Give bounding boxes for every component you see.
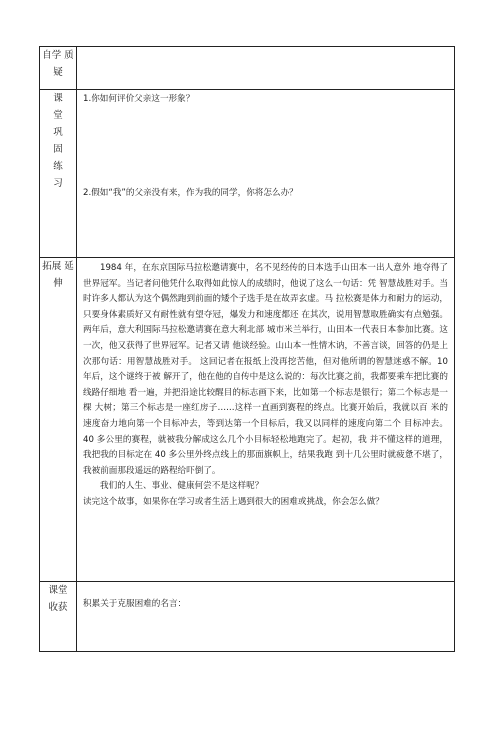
label-char: 固	[53, 144, 63, 155]
answer-space-1	[83, 108, 448, 186]
question-2: 2.假如“我”的父亲没有来，作为我的同学，你将怎么办？	[83, 187, 298, 198]
label-line: 收获	[48, 602, 68, 613]
closing-line: 我们的人生、事业、健康何尝不是这样呢？	[100, 481, 264, 492]
consolidation-content[interactable]	[77, 90, 455, 258]
extension-prompt: 读完这个故事，如果你在学习或者生活上遇到很大的困难或挑战，你会怎么做？	[83, 496, 384, 507]
self-study-label: 自学 质疑	[40, 47, 77, 90]
row-consolidation	[40, 90, 455, 258]
worksheet-table	[39, 46, 455, 652]
row-gains	[40, 582, 455, 652]
label-char: 课	[53, 93, 63, 104]
gains-prompt: 积累关于克服困难的名言：	[83, 599, 187, 609]
row-self-study	[40, 47, 455, 90]
extension-content[interactable]	[77, 258, 455, 582]
gains-label	[40, 582, 77, 652]
label-char: 巩	[53, 127, 63, 138]
question-1: 1.你如何评价父亲这一形象？	[83, 94, 195, 104]
label-line: 课堂	[48, 585, 68, 596]
consolidation-label	[40, 90, 77, 258]
story-paragraph: 1984 年，在东京国际马拉松邀请赛中，名不见经传的日本选手山田本一出人意外 地夺得了世界冠军。当记者问他凭什么取得如此惊人的成绩时，他说了这么一句话：凭 智慧战胜对手。当时许多人都认为这个偶然跑到前面的矮个子选手是在故弄玄虚。马 拉松赛是体力和耐力的运动，只要身体素质好又有耐性就有望夺冠，爆发力和速度都还 在其次，说用智慧取胜确实有点勉强。两年后，意大利国际马拉松邀请赛在意大利北部 城市米兰举行，山田本一代表日本参加比赛。这一次，他又获得了世界冠军。记者又请 他谈经验。山山本一性情木讷，不善言谈，回答的仍是上次那句话：用智慧战胜对手。 这回记者在报纸上没再挖苦他，但对他所谓的智慧迷惑不解。10 年后，这个谜终于被 解开了，他在他的自传中是这么说的：每次比赛之前，我都要乘车把比赛的线路仔细地 看一遍，并把沿途比较醒目的标志画下来，比如第一个标志是银行；第二个标志是一棵 大树；第三个标志是一座红房子……这样一直画到赛程的终点。比赛开始后，我就以百 米的速度奋力地向第一个目标冲去，等到达第一个目标后，我又以同样的速度向第二个 目标冲去。40 多公里的赛程，就被我分解成这么几个小目标轻松地跑完了。起初，我 并不懂这样的道理，我把我的目标定在 40 多公里外终点线上的那面旗帜上，结果我跑 到十几公里时就疲惫不堪了，我被前面那段遥远的路程给吓倒了。	[83, 263, 448, 476]
self-study-content[interactable]	[77, 47, 455, 90]
gains-content[interactable]	[77, 582, 455, 652]
row-extension	[40, 258, 455, 582]
extension-label: 拓展 延伸	[40, 258, 77, 582]
label-char: 堂	[53, 110, 63, 121]
label-char: 练	[53, 161, 63, 172]
label-char: 习	[53, 178, 63, 189]
